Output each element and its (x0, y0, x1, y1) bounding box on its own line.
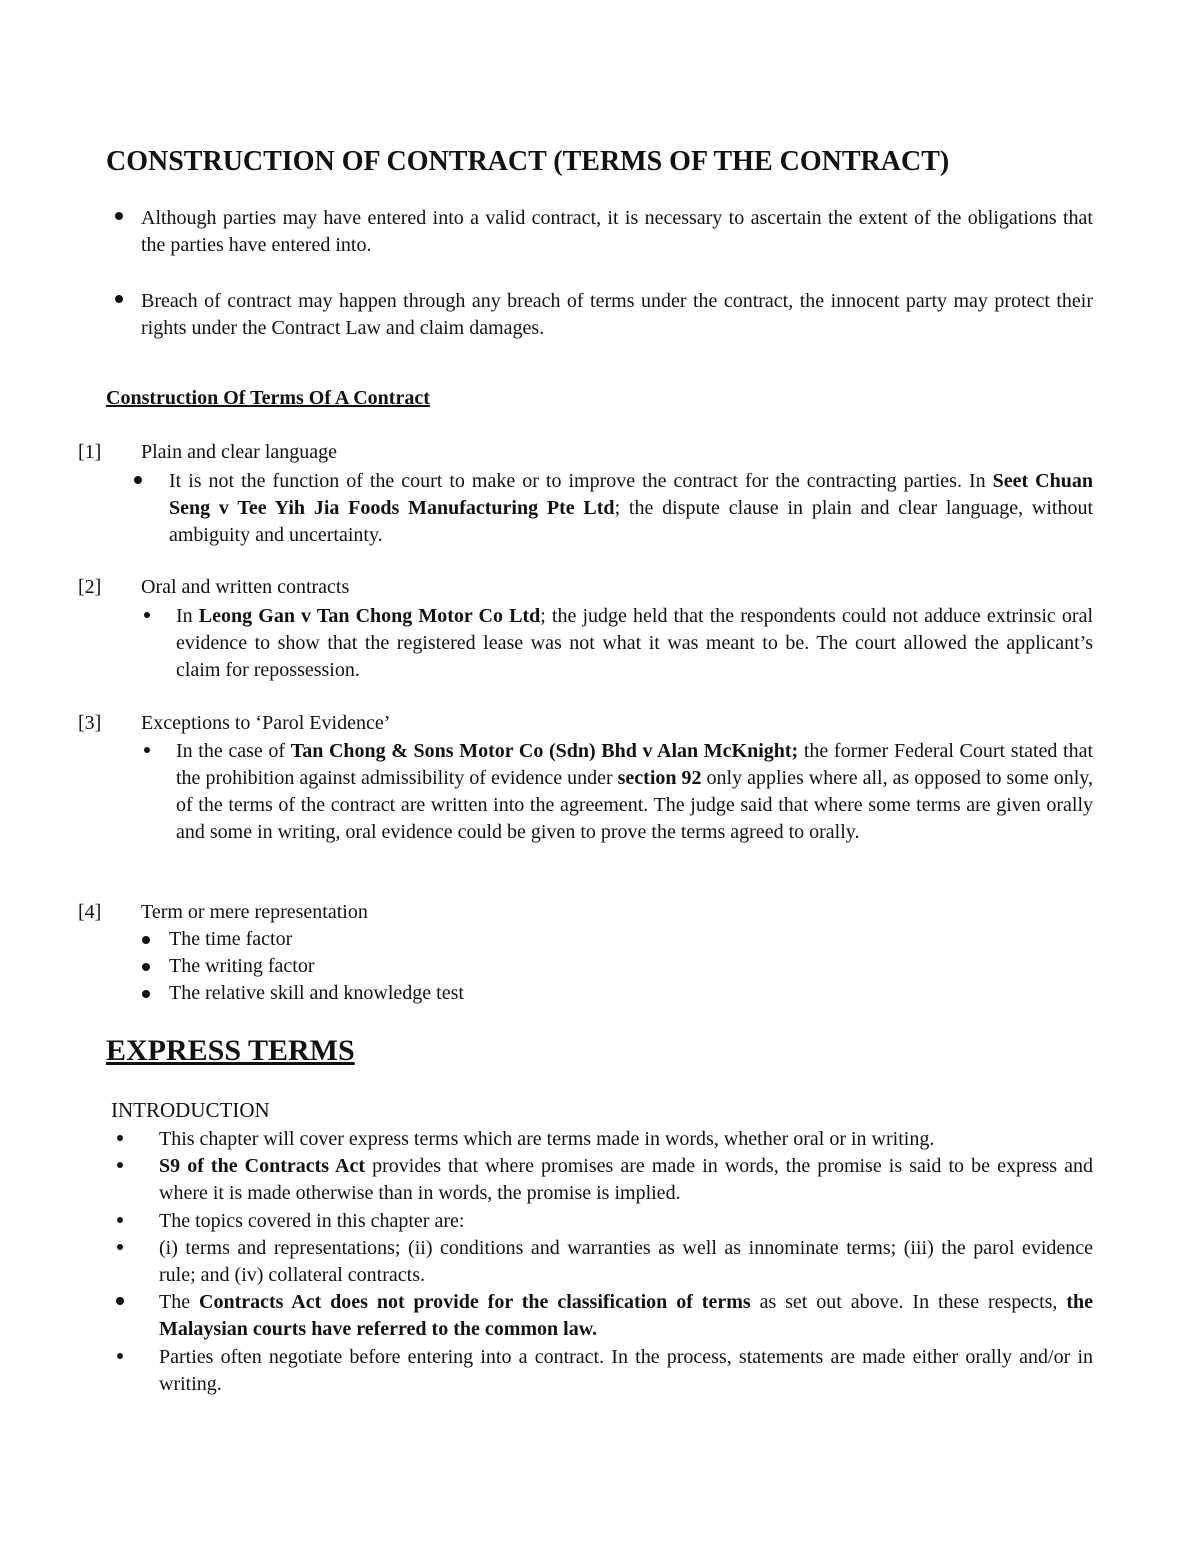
section-subheading: Construction Of Terms Of A Contract (106, 387, 430, 409)
statute-reference: S9 of the Contracts Act (159, 1155, 366, 1177)
bullet-icon (115, 295, 123, 303)
item-paragraph: It is not the function of the court to make or to improve the contract for the contracting parties. In Seet Chuan Seng v Tee Yih Jia Foods Manufacturing Pte Ltd; the dispute clause in plain and clear language, without ambiguity and uncertainty. (169, 470, 1093, 546)
bullet-icon (117, 1217, 123, 1223)
item-label: Oral and written contracts (141, 576, 350, 598)
list-item: The time factor (169, 928, 293, 950)
express-paragraph: Parties often negotiate before entering into a contract. In the process, statements are made either orally and/or in writing. (159, 1346, 1093, 1395)
case-name: Seet Chuan Seng v Tee Yih Jia Foods Manufacturing Pte Ltd (169, 470, 1093, 519)
bullet-icon (117, 1244, 123, 1250)
bullet-icon (115, 212, 123, 220)
bullet-icon (144, 612, 150, 618)
bullet-icon (142, 936, 150, 944)
bullet-icon (134, 476, 142, 484)
case-name: Tan Chong & Sons Motor Co (Sdn) Bhd v Alan McKnight; (290, 740, 799, 762)
case-name: Leong Gan v Tan Chong Motor Co Ltd (198, 605, 541, 627)
express-terms-heading: EXPRESS TERMS (106, 1034, 355, 1067)
express-paragraph: The topics covered in this chapter are: (159, 1210, 465, 1232)
document-title: CONSTRUCTION OF CONTRACT (TERMS OF THE CONTRACT) (106, 146, 950, 177)
bullet-icon (117, 1162, 123, 1168)
bullet-icon (142, 963, 150, 971)
item-number: [3] (78, 712, 102, 734)
list-item: The writing factor (169, 955, 315, 977)
express-paragraph: S9 of the Contracts Act provides that where promises are made in words, the promise is said to be express and where it is made otherwise than in words, the promise is implied. (159, 1155, 1093, 1204)
item-number: [1] (78, 441, 102, 463)
item-number: [4] (78, 901, 102, 923)
intro-paragraph-2: Breach of contract may happen through any breach of terms under the contract, the innocent party may protect their rights under the Contract Law and claim damages. (141, 290, 1093, 339)
item-label: Term or mere representation (141, 901, 368, 923)
item-paragraph: In the case of Tan Chong & Sons Motor Co (Sdn) Bhd v Alan McKnight; the former Federal Court stated that the prohibition against admissibility of evidence under section 92 only applies where all, as opposed to some only, of the terms of the contract are written into the agreement. The judge said that where some terms are given orally and some in writing, oral evidence could be given to prove the terms agreed to orally. (176, 740, 1094, 843)
list-item: The relative skill and knowledge test (169, 982, 464, 1004)
intro-paragraph-1: Although parties may have entered into a valid contract, it is necessary to ascertain the extent of the obligations that the parties have entered into. (141, 207, 1093, 256)
bullet-icon (117, 1353, 123, 1359)
express-paragraph: This chapter will cover express terms which are terms made in words, whether oral or in writing. (159, 1128, 935, 1150)
section-reference: section 92 (617, 767, 702, 789)
item-label: Exceptions to ‘Parol Evidence’ (141, 712, 391, 734)
item-label: Plain and clear language (141, 441, 338, 463)
item-number: [2] (78, 576, 102, 598)
bullet-icon (117, 1135, 123, 1141)
bullet-icon (116, 1297, 124, 1305)
express-paragraph: (i) terms and representations; (ii) conditions and warranties as well as innominate terms; (iii) the parol evidence rule; and (iv) collateral contracts. (159, 1237, 1093, 1286)
bullet-icon (144, 747, 150, 753)
introduction-heading: INTRODUCTION (111, 1098, 270, 1122)
express-paragraph: The Contracts Act does not provide for the classification of terms as set out above. In these respects, the Malaysian courts have referred to the common law. (159, 1291, 1094, 1340)
item-paragraph: In Leong Gan v Tan Chong Motor Co Ltd; the judge held that the respondents could not adduce extrinsic oral evidence to show that the registered lease was not what it was meant to be. The court allowed the applicant’s claim for repossession. (176, 605, 1093, 681)
bullet-icon (142, 990, 150, 998)
